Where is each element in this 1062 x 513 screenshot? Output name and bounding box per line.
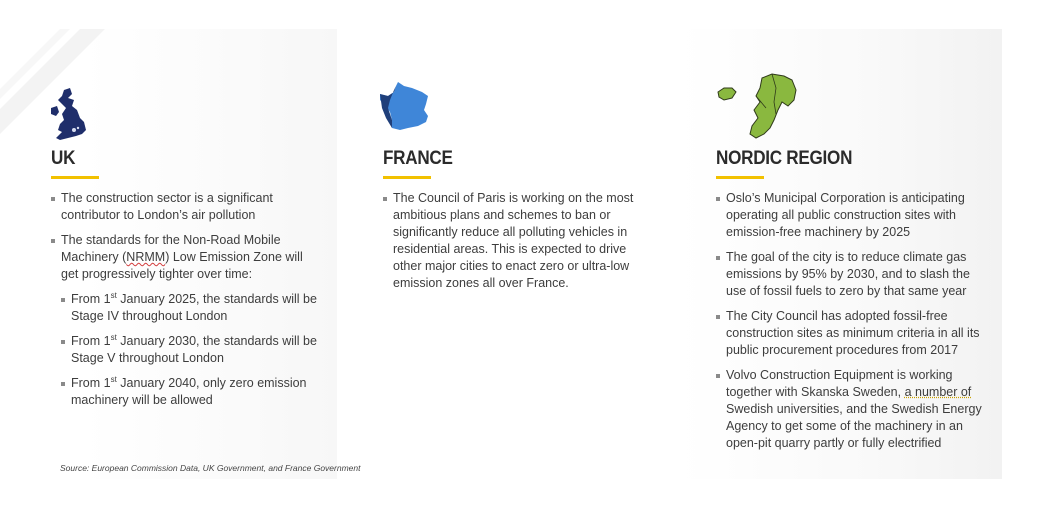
nordic-bullet: The goal of the city is to reduce climate gas emissions by 95% by 2030, and to slash the use of fossil fuels to zero by that same year xyxy=(716,249,984,300)
nordic-heading: NORDIC REGION xyxy=(716,148,853,169)
france-bullet-list xyxy=(383,190,658,300)
uk-bullet: The standards for the Non-Road Mobile Machinery (NRMM) Low Emission Zone will get progressively tighter over time: xyxy=(51,232,319,283)
uk-heading: UK xyxy=(51,148,76,169)
uk-sub-bullet: From 1st January 2030, the standards will be Stage V throughout London xyxy=(61,333,319,367)
uk-bullet-list xyxy=(51,190,319,417)
nordic-map-icon xyxy=(716,72,800,145)
france-map-icon xyxy=(378,80,432,137)
france-bullet: The Council of Paris is working on the most ambitious plans and schemes to ban or significantly reduce all polluting vehicles in residential areas. This is expected to drive other major cities to enact zero or ultra-low emission zones all over France. xyxy=(383,190,658,292)
uk-sub-bullet: From 1st January 2025, the standards will be Stage IV throughout London xyxy=(61,291,319,325)
nrmm-abbr: NRMM xyxy=(126,250,166,264)
nordic-bullet-list xyxy=(716,190,984,460)
france-heading-underline xyxy=(383,176,431,179)
uk-bullet: The construction sector is a significant contributor to London’s air pollution xyxy=(51,190,319,224)
source-note: Source: European Commission Data, UK Government, and France Government xyxy=(60,463,361,473)
france-heading: FRANCE xyxy=(383,148,453,169)
nordic-bullet: The City Council has adopted fossil-free construction sites as minimum criteria in all its public procurement procedures from 2017 xyxy=(716,308,984,359)
nordic-heading-underline xyxy=(716,176,764,179)
uk-sub-bullet: From 1st January 2040, only zero emission machinery will be allowed xyxy=(61,375,319,409)
nordic-bullet: Oslo’s Municipal Corporation is anticipating operating all public construction sites with emission-free machinery by 2025 xyxy=(716,190,984,241)
highlight-phrase: a number of xyxy=(904,385,972,399)
uk-map-icon xyxy=(48,86,90,147)
uk-heading-underline xyxy=(51,176,99,179)
nordic-bullet: Volvo Construction Equipment is working together with Skanska Sweden, a number of Swedish universities, and the Swedish Energy Agency to get some of the machinery in an open-pit quarry partly or fully electrified xyxy=(716,367,984,452)
